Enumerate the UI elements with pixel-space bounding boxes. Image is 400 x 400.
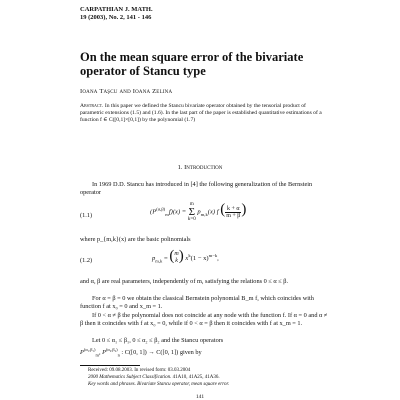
eq2-equals: =: [164, 255, 168, 262]
eq2-binomial-top: m: [174, 251, 179, 258]
eq2-right-paren: ): [178, 248, 184, 264]
paragraph-coincide: If 0 < α ≠ β the polynomial does not coincide at any node with the function f. If α = 0 and α ≠ β then it coincides with f at x₀ = 0, while if 0 < α = β then it coincides with f at x_m = 1.: [80, 312, 328, 327]
footnote-received: Received: 09.08.2003. In revised form: 03.03.2004: [88, 368, 191, 373]
paragraph-basic-polynomials: where p_{m,k}(x) are the basic polinomials: [80, 236, 191, 243]
operator-p-sup: (α₁,β₁): [83, 347, 96, 352]
abstract: [80, 103, 330, 125]
journal-issue-info: (2003), No. 2, 141 - 146: [88, 14, 152, 21]
operator-p2-sub: n: [117, 352, 120, 358]
eq2-x: x: [185, 255, 189, 262]
operator-p2-sup: (α₂,β₂): [105, 347, 118, 352]
footnote-keywords-text: Bivariate Stancu operator, mean square error.: [137, 382, 230, 387]
eq2-one-minus-x: (1 − x): [190, 255, 209, 262]
paper-title: On the mean square error of the bivariate operator of Stancu type: [80, 50, 304, 78]
eq2-x-sup: k: [188, 252, 191, 258]
abstract-label: Abstract.: [80, 103, 104, 109]
sigma-symbol: Σ: [188, 206, 196, 218]
footnote-rule: [80, 365, 140, 366]
eq2-left-paren: (: [169, 248, 175, 264]
eq1-lhs-sup: (α,β): [156, 206, 166, 212]
eq1-lhs-rest: f)(x) =: [168, 208, 187, 216]
footnote-keywords: [88, 382, 229, 388]
eq2-lhs-sub: m,k: [155, 258, 163, 264]
eq2-one-minus-x-sup: m−k: [208, 252, 218, 258]
eq1-sum: [188, 202, 196, 222]
footnote-keywords-label: Key words and phrases.: [88, 382, 136, 387]
equation-1-2: [152, 249, 219, 265]
eq1-sum-bottom: k=0: [187, 217, 196, 222]
journal-header: [80, 6, 153, 22]
paragraph-operators-def: [80, 346, 330, 359]
eq1-fraction-denominator: m + β: [226, 212, 241, 219]
eq1-fraction-numerator: k + α: [227, 205, 240, 212]
page-number: 141: [195, 394, 205, 400]
eq1-lhs: (P: [150, 208, 157, 216]
eq2-binomial-bottom: k: [175, 258, 178, 265]
section-heading: 1. Introduction: [177, 164, 223, 171]
journal-volume: 19: [80, 14, 87, 21]
eq1-fraction: [225, 206, 241, 219]
operator-definition-rest: : C([0, 1]) → C([0, 1]) given by: [121, 349, 202, 357]
eq2-comma: ,: [217, 255, 219, 262]
paragraph-intro: In 1969 D.D. Stancu has introduced in [4] the following generalization of the Bernstein operator: [80, 181, 313, 196]
journal-name: CARPATHIAN J. MATH.: [80, 6, 153, 13]
eq1-term-sub: m,k: [200, 211, 208, 217]
eq1-sum-top: m: [189, 202, 194, 207]
footnote-msc-label: 2000 Mathematics Subject Classification.: [88, 375, 172, 380]
operator-p-sub: m: [95, 352, 99, 358]
eq1-term: p: [197, 208, 201, 216]
paragraph-stancu-operators: Let 0 ≤ α₁ ≤ β₁, 0 ≤ α₂ ≤ β₂ and the Stancu operators: [92, 337, 224, 344]
paragraph-parameters: and α, β are real parameters, independently of m, satisfying the relations 0 ≤ α ≤ β.: [80, 278, 289, 285]
eq2-lhs: p: [152, 255, 156, 262]
paragraph-bernstein: For α = β = 0 we obtain the classical Bernstein polynomial B_m f, which coincides with function f at x₀ = 0 and x_m = 1.: [80, 295, 314, 310]
operator-p2: , P: [98, 349, 106, 357]
equation-1-1: [150, 202, 246, 222]
journal-issue: [80, 14, 153, 22]
paper-authors: Ioana Taşcu and Ioana Zelina: [80, 88, 173, 95]
eq1-right-paren: ): [241, 201, 247, 218]
eq1-left-paren: (: [220, 201, 226, 218]
footnote-msc-codes: 41A10, 41A25, 41A36.: [172, 375, 220, 380]
eq1-term-rest: (x) f: [207, 208, 219, 216]
equation-label-1-1: (1.1): [80, 212, 93, 219]
footnote-msc: [88, 375, 220, 381]
abstract-text: In this paper we defined the Stancu bivariate operator obtained by the tensorial product of parametric extensions (1.5) and (1.6). In the last part of the paper is established quantitative estimations of a function f ∈ C([0,1]×[0,1]) by the polynomial (1.7): [80, 103, 322, 124]
operator-p: P: [80, 349, 84, 357]
equation-label-1-2: (1.2): [80, 257, 93, 264]
eq1-lhs-sub: m: [165, 211, 169, 217]
